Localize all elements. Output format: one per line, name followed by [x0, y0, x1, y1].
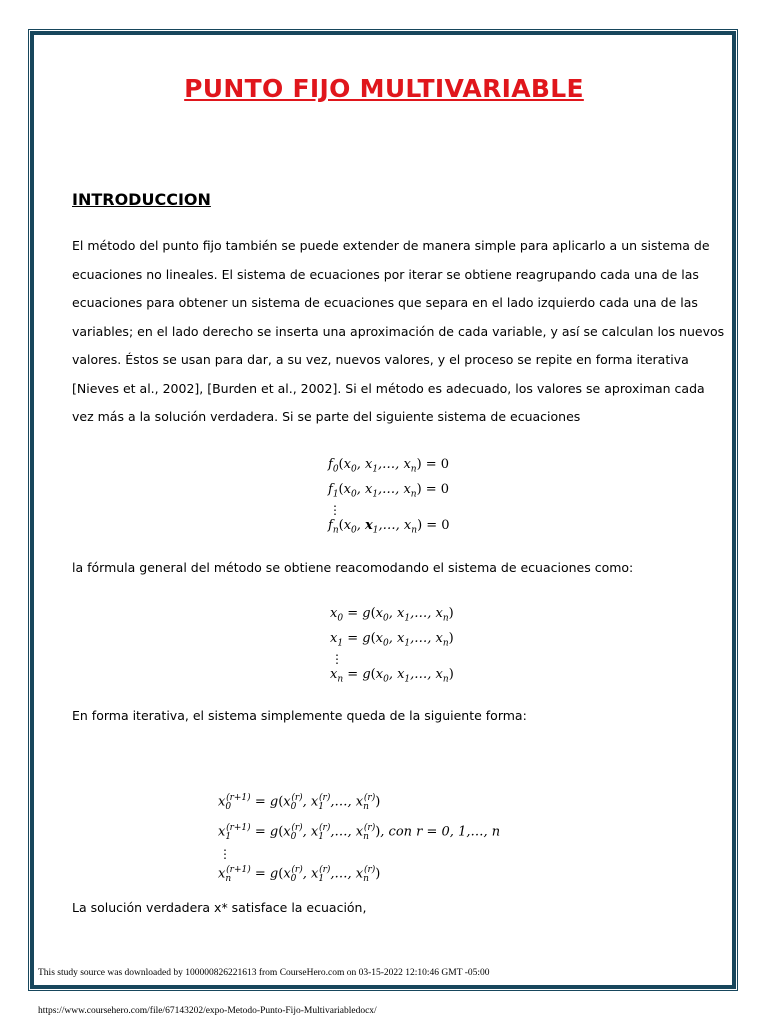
paragraph-line: ecuaciones para obtener un sistema de ecuaciones que separa en el lado izquierdo cada una de las — [72, 295, 698, 310]
paragraph-line: [Nieves et al., 2002], [Burden et al., 2002]. Si el método es adecuado, los valores se aproximan cada — [72, 380, 705, 396]
equation-system: $f_0(x_0$, $x_1,\dots$, $x_n) = 0$ $f_1(x_0$, $x_1,\dots$, $x_n) = 0$ ⋮ $f_n(x_0$, $x_1,\dots$, $x_n) = 0$ — [328, 457, 450, 536]
section-heading: INTRODUCCION — [72, 190, 211, 209]
formula-intro-line: la fórmula general del método se obtiene reacomodando el sistema de ecuaciones como: — [72, 560, 634, 575]
paragraph-line: vez más a la solución verdadera. Si se parte del siguiente sistema de ecuaciones — [72, 409, 581, 424]
solution-line: La solución verdadera x* satisface la ecuación, — [72, 900, 367, 915]
iterative-equations: $x_0^{(r+1)} = g(x_0^{(r)}$, $x_1^{(r)},\dots$, $x_n^{(r)}$) $x_1^{(r+1)} = g(x_0^{(r)}$, $x_1^{(r)},\dots$, $x_n^{(r)}$), con r = 0, 1,…, n ⋮ $x_n^{(r+1)} = g(x_0^{(r)}$, $x_1^{(r)},\dots$, $x_n^{(r)}$) — [218, 793, 501, 884]
iteration-condition: , con r = 0, 1,…, n — [380, 824, 501, 840]
document-title: PUNTO FIJO MULTIVARIABLE — [184, 74, 584, 103]
paragraph-line: valores. Éstos se usan para dar, a su vez, nuevos valores, y el proceso se repite en forma iterativa — [72, 352, 689, 367]
download-note: This study source was downloaded by 100000826221613 from CourseHero.com on 03-15-2022 12:10:46 GMT -05:00 — [38, 968, 490, 978]
iterative-intro-line: En forma iterativa, el sistema simplemente queda de la siguiente forma: — [72, 708, 527, 723]
paragraph-line: variables; en el lado derecho se inserta una aproximación de cada variable, y así se calculan los nuevos — [72, 323, 725, 339]
fixed-point-equations: $x_0 = g(x_0$, $x_1,\dots$, $x_n$) $x_1 = g(x_0$, $x_1,\dots$, $x_n$) ⋮ $x_n = g(x_0$, $x_1,\dots$, $x_n$) — [330, 606, 454, 685]
paragraph-line: El método del punto fijo también se puede extender de manera simple para aplicarlo a un sistema de — [72, 238, 710, 253]
source-url-link[interactable]: https://www.coursehero.com/file/67143202/expo-Metodo-Punto-Fijo-Multivariabledocx/ — [38, 1006, 377, 1016]
intro-paragraph — [72, 232, 725, 432]
paragraph-line: ecuaciones no lineales. El sistema de ecuaciones por iterar se obtiene reagrupando cada una de las — [72, 266, 699, 282]
